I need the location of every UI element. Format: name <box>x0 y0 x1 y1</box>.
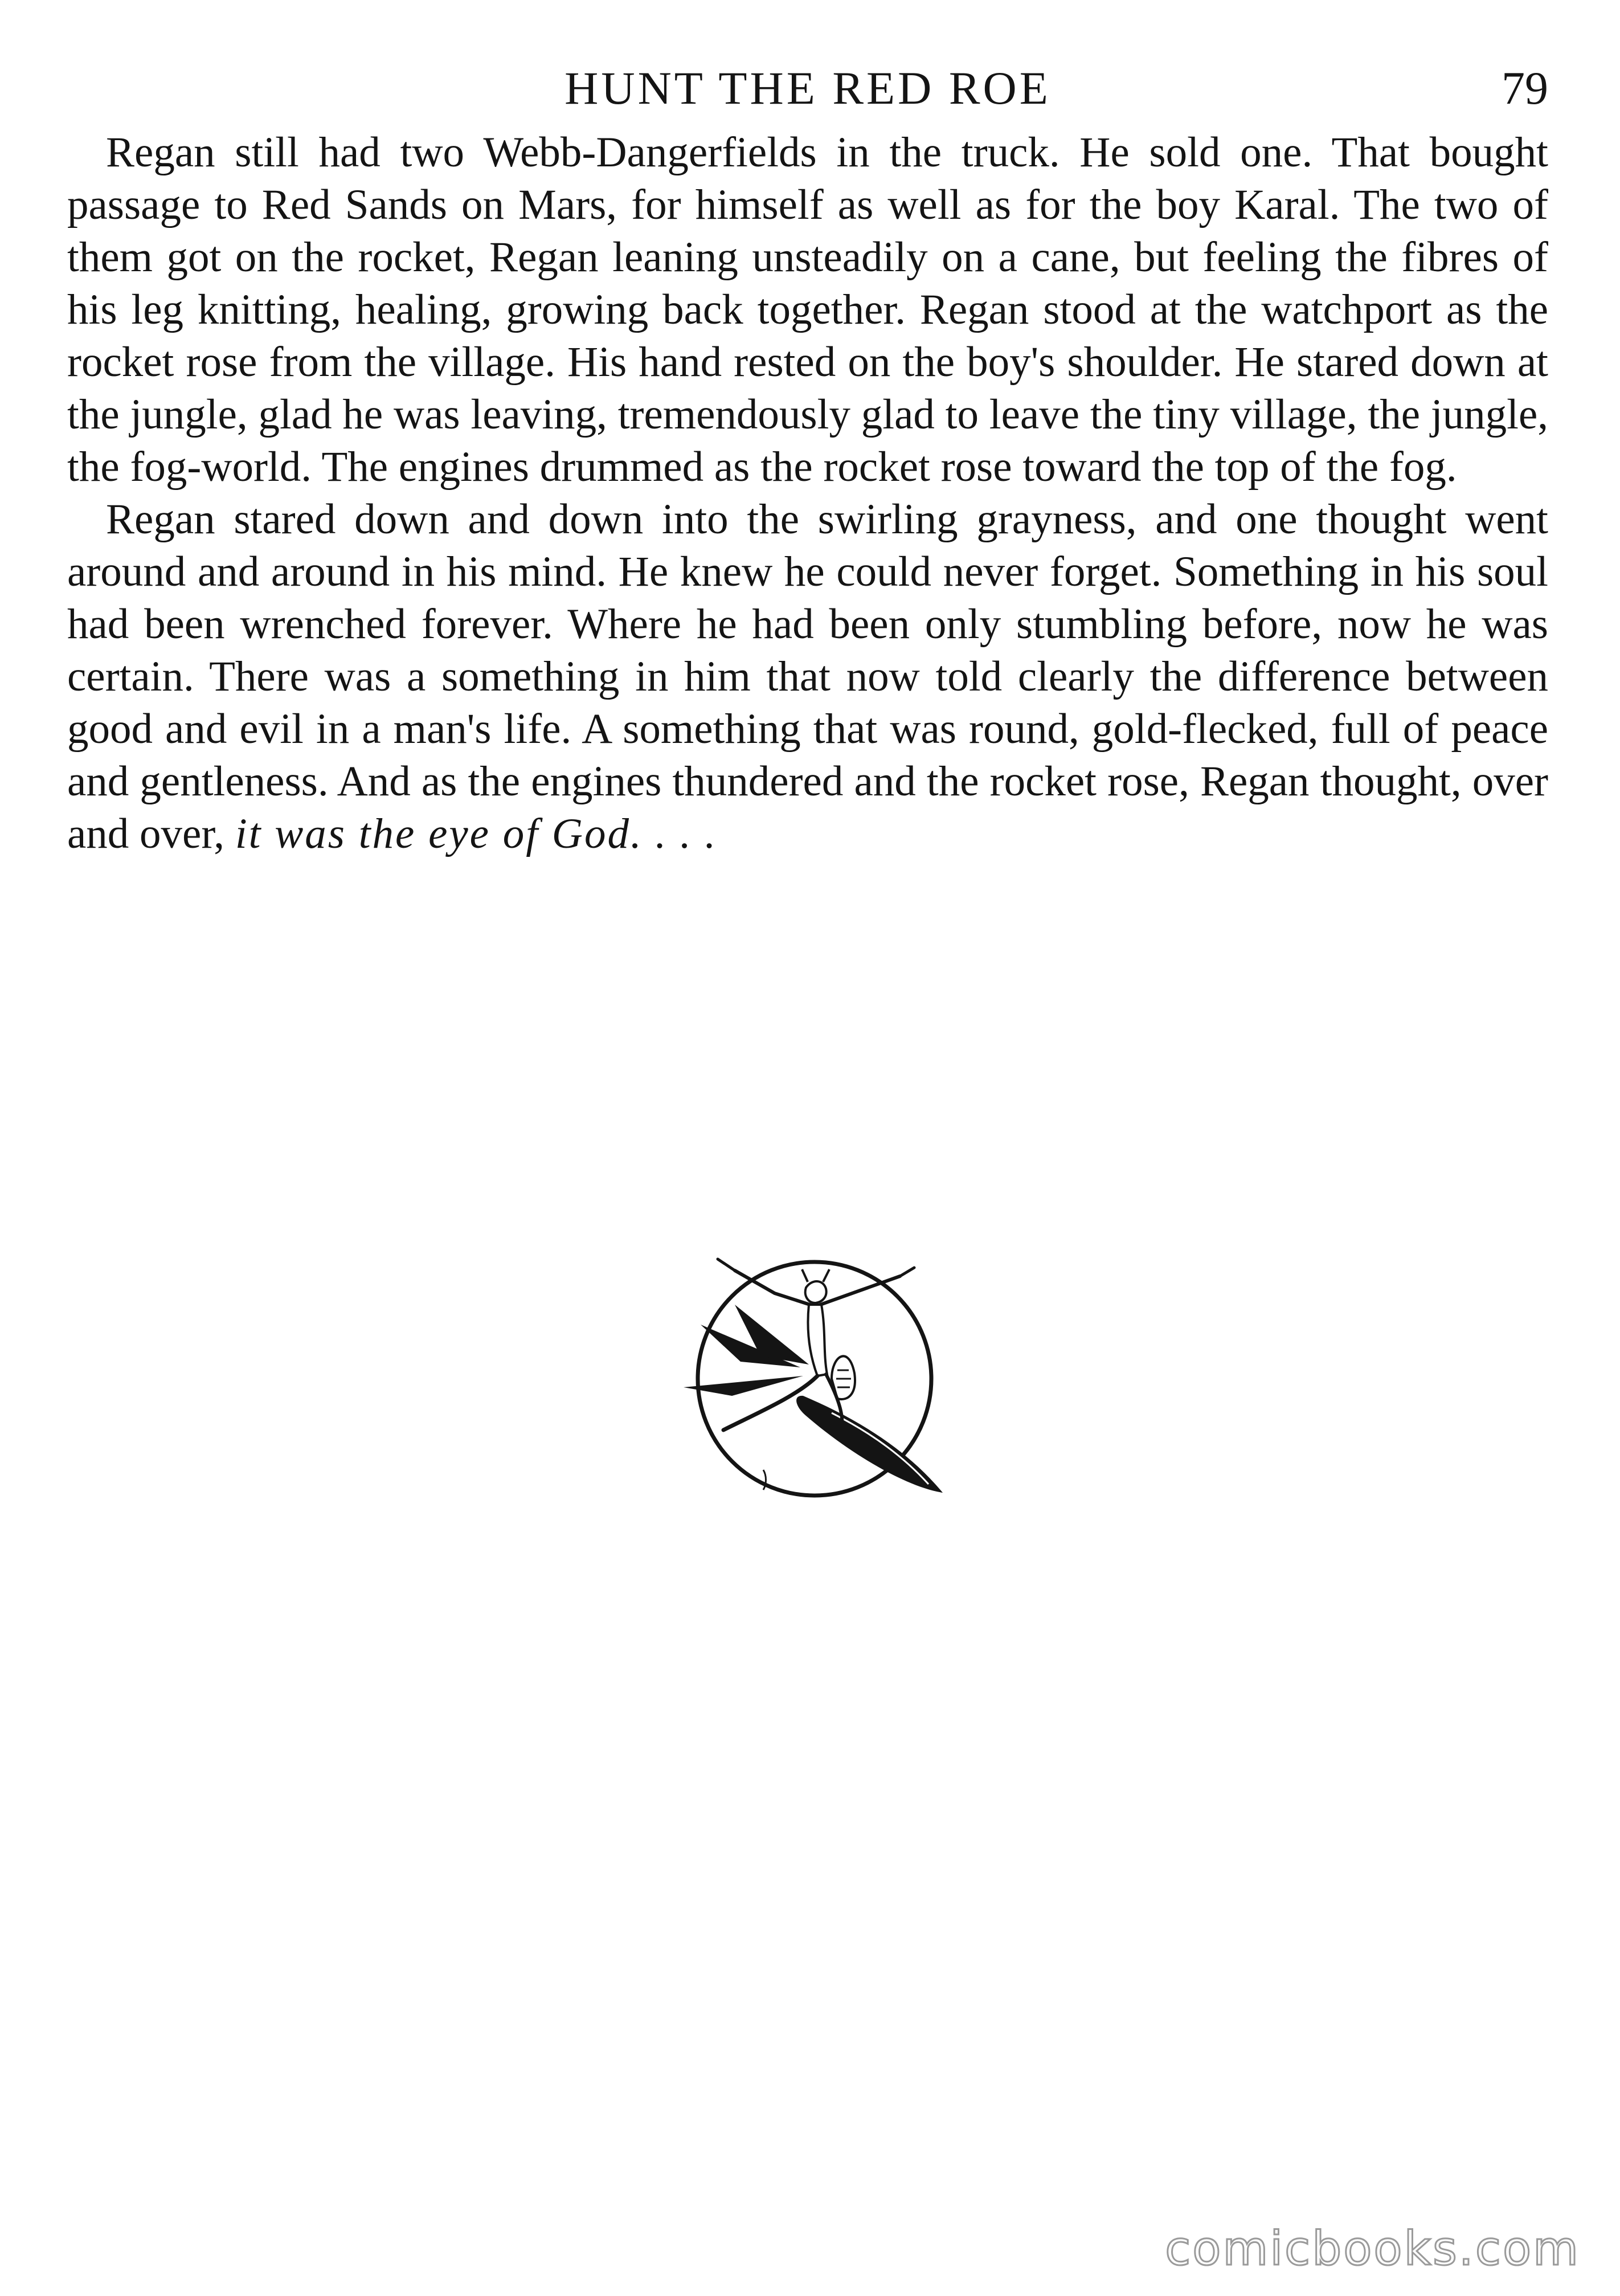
paragraph-2-italic: it was the eye of God. . . . <box>235 810 718 857</box>
paragraph-1: Regan still had two Webb-Dangerfields in the truck. He sold one. That bought passage to Red Sands on Mars, for himself as well as for the boy Karal. The two of them got on the rocket, Regan leaning unsteadily on a cane, but feeling the fibres of his leg knitting, healing, growing back together. Regan stood at the watchport as the rocket rose from the village. His hand rested on the boy's shoulder. He stared down at the jungle, glad he was leaving, tremendously glad to leave the tiny village, the jungle, the fog-world. The engines drummed as the rocket rose toward the top of the fog. <box>67 129 1548 491</box>
body-text <box>67 126 1548 860</box>
paragraph-2-text: Regan stared down and down into the swirling grayness, and one thought went around and around in his mind. He knew he could never forget. Something in his soul had been wrenched forever. Where he had been only stumbling before, now he was certain. There was a something in him that now told clearly the difference between good and evil in a man's life. A something that was round, gold-flecked, full of peace and gentleness. And as the engines thundered and the rocket rose, Regan thought, over and over, <box>67 496 1548 857</box>
running-head: HUNT THE RED ROE <box>564 62 1051 114</box>
page-header <box>67 57 1548 120</box>
paragraph-2 <box>67 493 1548 860</box>
rocket-rider-emblem-icon <box>661 1225 968 1521</box>
page-number: 79 <box>1502 62 1548 114</box>
watermark: comicbooks.com <box>1165 2222 1580 2276</box>
